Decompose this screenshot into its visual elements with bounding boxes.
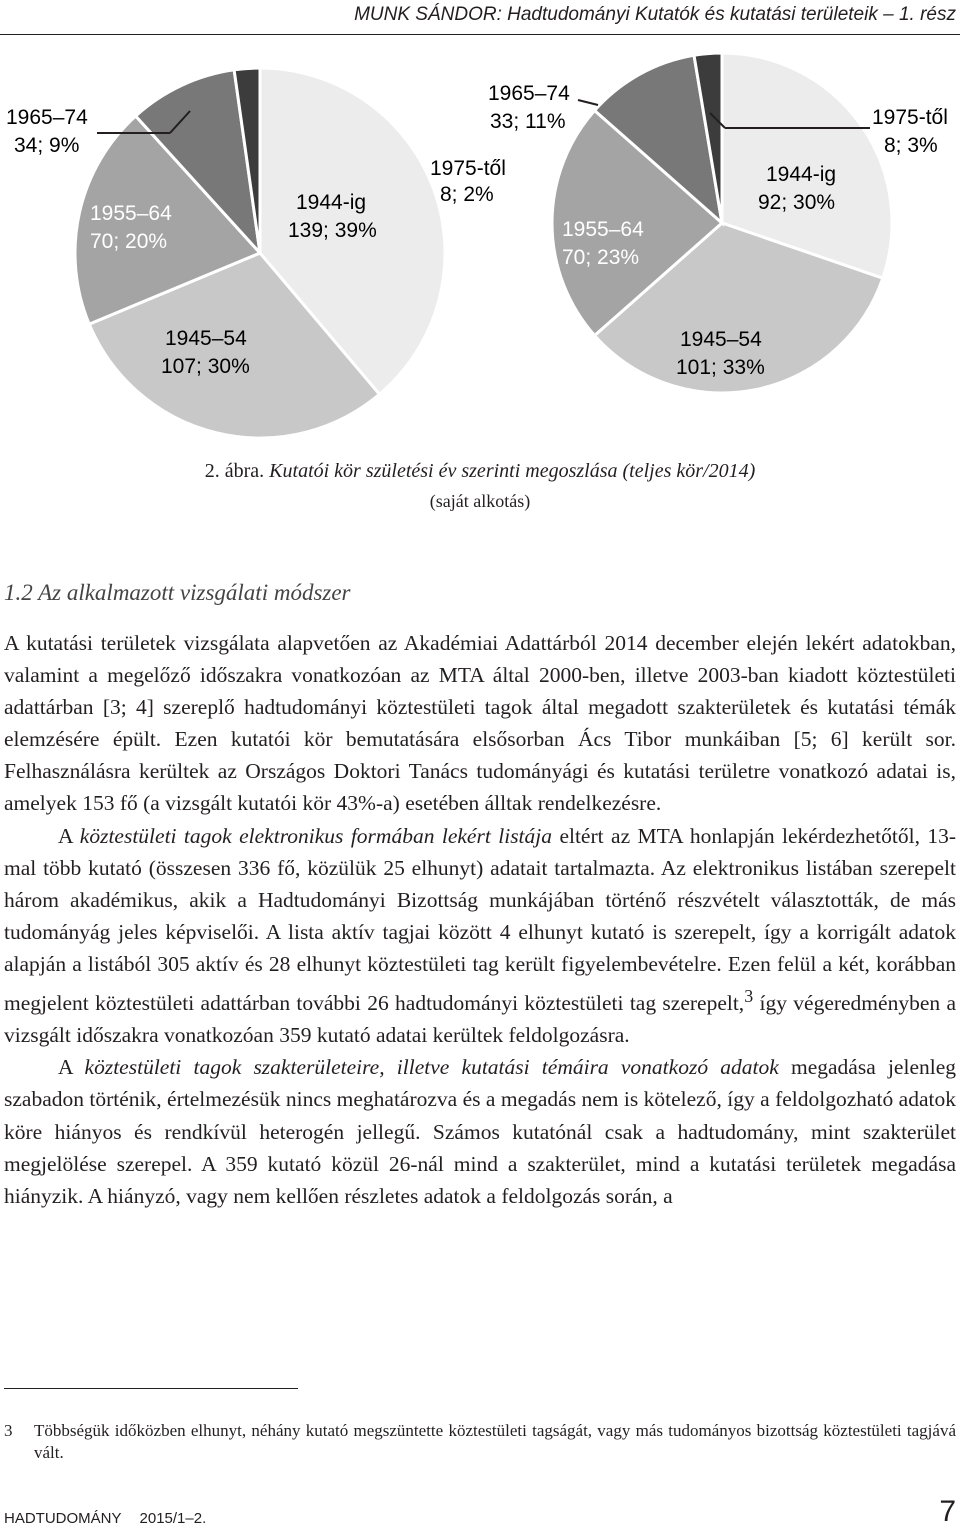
figure-number: 2. ábra. (204, 460, 265, 482)
paragraph-2 (4, 820, 956, 1052)
paragraph-3-emphasis: köztestületi tagok szakterületeire, illetve kutatási témáira vonatkozó adatok (84, 1055, 779, 1080)
running-header: MUNK SÁNDOR: Hadtudományi Kutatók és kutatási területeik – 1. rész (354, 4, 956, 25)
paragraph-3-start: A (58, 1055, 85, 1080)
paragraph-3 (4, 1051, 956, 1211)
slice-value: 70; 20% (90, 230, 168, 253)
slice-value: 107; 30% (161, 355, 250, 378)
slice-label: 1944-ig (296, 191, 367, 214)
body-text (4, 627, 956, 1212)
slice-value: 8; 2% (440, 183, 494, 206)
paragraph-1: A kutatási területek vizsgálata alapvetően az Akadémiai Adattárból 2014 december elején lekért adatokban, valamint a megelőző időszakra vonatkozóan az MTA által 2000-ben, illetve 2003-ban kiadott köztestületi adattárban [3; 4] szereplő hadtudományi köztestületi tagok által megadott szakterületek és kutatási témák elemzésére épült. Ezen kutatói kör bemutatására elsősorban Ács Tibor munkáiban [5; 6] került sor. Felhasználásra kerültek az Országos Doktori Tanács tudományági és kutatási területre vonatkozó adatai is, amelyek 153 fő (a vizsgált kutatói kör 43%-a) esetében álltak rendelkezésre. (4, 631, 956, 816)
slice-label: 1975-től (430, 157, 506, 180)
slice-label: 1955–64 (562, 218, 644, 241)
footer (4, 1510, 224, 1527)
section-title: 1.2 Az alkalmazott vizsgálati módszer (4, 580, 351, 605)
pie-chart-left (75, 68, 445, 438)
paragraph-2-end: így végeredményben a vizsgált időszakra vonatkozóan 359 kutató adatai kerültek feldolgozásra. (4, 991, 956, 1048)
slice-label: 1945–54 (165, 327, 247, 350)
leader-line-1965-right (578, 100, 598, 105)
footnote-text: Többségük időközben elhunyt, néhány kutató megszüntette köztestületi tagságát, vagy más tudományos bizottság köztestületi tagjává vált. (34, 1421, 956, 1462)
slice-label: 1944-ig (766, 163, 837, 186)
footnote-reference[interactable]: 3 (744, 986, 754, 1007)
slice-value: 70; 23% (562, 246, 640, 269)
slice-label: 1965–74 (6, 106, 88, 129)
footer-issue: 2015/1–2. (139, 1510, 207, 1527)
slice-value: 139; 39% (288, 219, 377, 242)
page-number: 7 (939, 1495, 956, 1528)
footer-journal: HADTUDOMÁNY (4, 1510, 122, 1527)
paragraph-2-start: A (58, 823, 80, 848)
paragraph-3-end: megadása jelenleg szabadon történik, értelmezésük nincs meghatározva és a megadás nem is kötelező, így a feldolgozható adatok köre hiányos és rendkívül heterogén jellegű. Számos kutatónál csak a hadtudomány, mint szakterület megjelölése szerepel. A 359 kutató közül 26-nál mind a szakterület, mind a kutatási területek megadása hiányzik. A hiányzó, vagy nem kellően részletes adatok a feldolgozás során, a (4, 1055, 957, 1208)
paragraph-2-middle: eltért az MTA honlapján lekérdezhetőtől, 13-mal több kutató (összesen 336 fő, közülük 25 elhunyt) adatait tartalmazta. Az elektronikus listában szerepelt három akadémikus, akik a Hadtudományi Bizottság munkájában történő részvételt választották, de más tudományág jeles képviselői. A lista aktív tagjai között 4 elhunyt kutató is szerepelt, így a korrigált adatok alapján a listából 305 aktív és 28 elhunyt köztestületi tag került figyelembevételre. Ezen felül a két, korábban megjelent köztestületi adattárban további 26 hadtudományi köztestületi tag szerepelt, (4, 823, 957, 1016)
figure-title: Kutatói kör születési év szerinti megoszlása (teljes kör/2014) (269, 460, 756, 482)
slice-label: 1945–54 (680, 328, 762, 351)
figure-source: (saját alkotás) (429, 491, 531, 511)
paragraph-2-emphasis: köztestületi tagok elektronikus formában lekért listája (79, 823, 553, 848)
figure-caption (0, 460, 960, 483)
slice-value: 33; 11% (490, 110, 566, 133)
slice-label: 1955–64 (90, 202, 172, 225)
header-rule (0, 34, 960, 35)
footnote (4, 1420, 956, 1464)
footnote-rule (4, 1388, 298, 1389)
slice-value: 8; 3% (884, 134, 938, 157)
footnote-number: 3 (4, 1421, 13, 1440)
pie-charts-figure (0, 48, 960, 458)
slice-value: 34; 9% (14, 134, 80, 157)
slice-label: 1975-től (872, 106, 948, 129)
slice-value: 92; 30% (758, 191, 836, 214)
slice-value: 101; 33% (676, 356, 765, 379)
slice-label: 1965–74 (488, 82, 570, 105)
